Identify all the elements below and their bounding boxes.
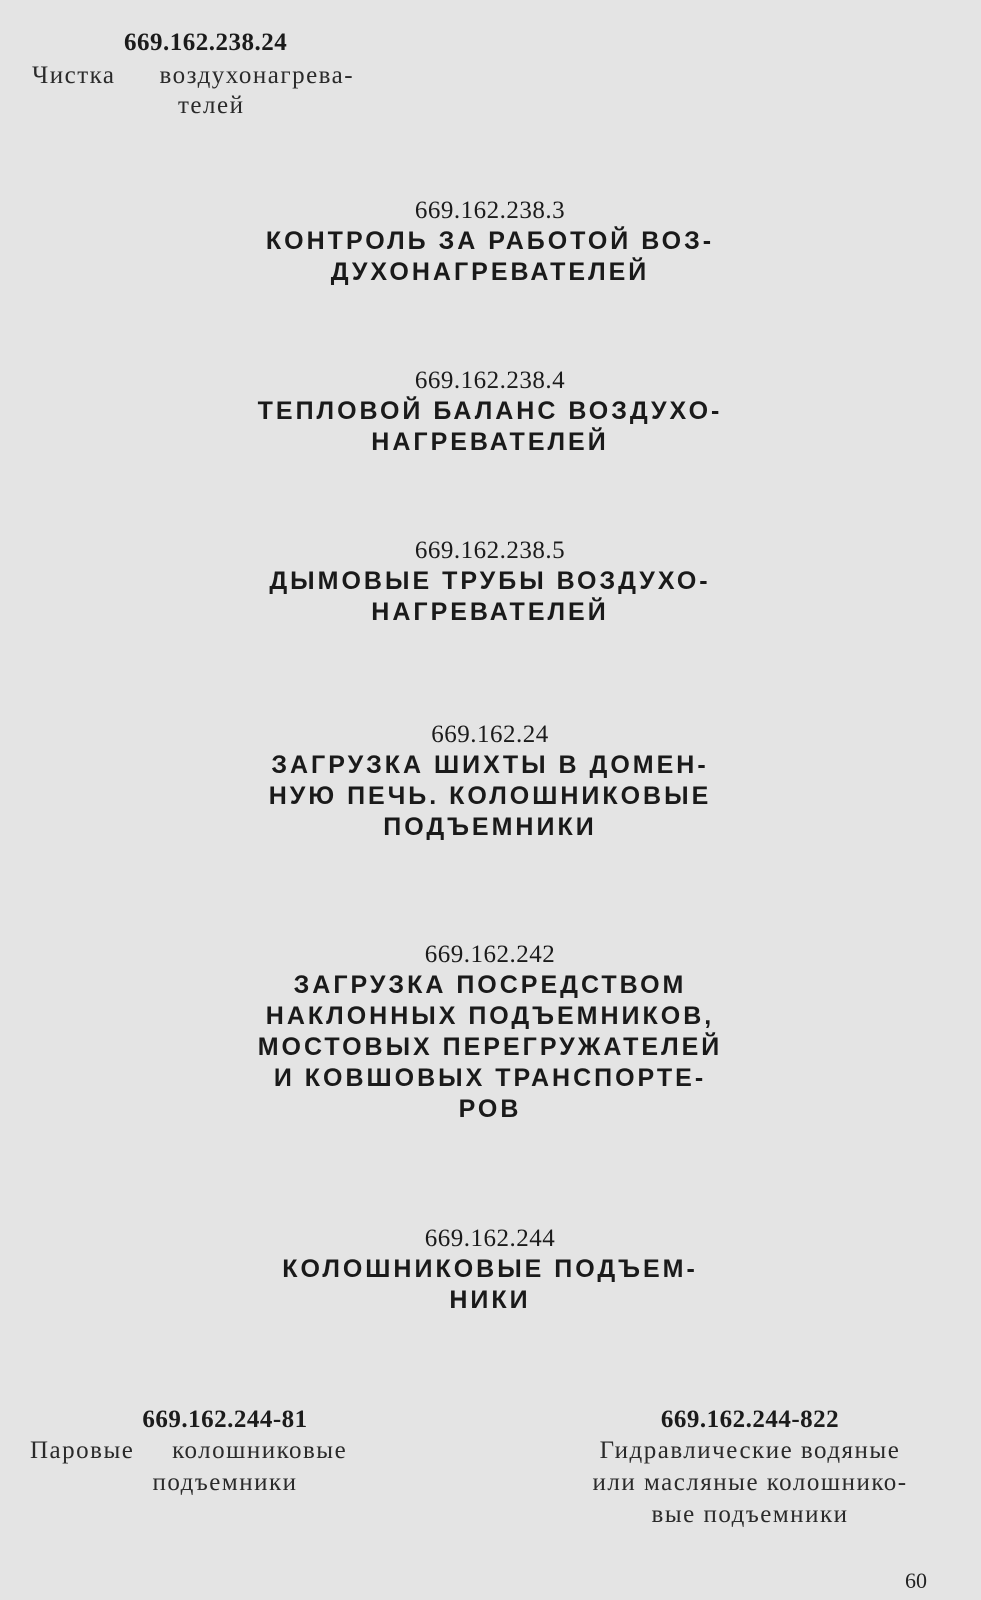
section-669-162-244 bbox=[200, 1224, 780, 1316]
section-code: 669.162.242 bbox=[424, 941, 556, 968]
entry-669-162-244-822 bbox=[555, 1405, 945, 1531]
heading-line: НАГРЕВАТЕЛЕЙ bbox=[371, 428, 609, 456]
section-heading bbox=[200, 226, 780, 288]
heading-line: КОНТРОЛЬ ЗА РАБОТОЙ ВОЗ- bbox=[265, 227, 715, 255]
entry-669-162-244-81 bbox=[30, 1405, 420, 1499]
heading-line: ДУХОНАГРЕВАТЕЛЕЙ bbox=[330, 258, 650, 286]
entry-title-line-1: Паровые колошниковые bbox=[30, 1437, 348, 1464]
entry-title-line-2: телей bbox=[178, 92, 245, 119]
entry-title-line-1 bbox=[32, 60, 354, 92]
section-669-162-238-3 bbox=[200, 196, 780, 288]
page-number: 60 bbox=[905, 1568, 927, 1593]
heading-line: ДЫМОВЫЕ ТРУБЫ ВОЗДУХО- bbox=[269, 567, 711, 595]
entry-title-line-2: подъемники bbox=[152, 1469, 298, 1496]
section-code: 669.162.244 bbox=[424, 1225, 556, 1252]
heading-line: И КОВШОВЫХ ТРАНСПОРТЕ- bbox=[273, 1064, 707, 1092]
heading-line: МОСТОВЫХ ПЕРЕГРУЖАТЕЛЕЙ bbox=[257, 1033, 723, 1061]
section-669-162-238-4 bbox=[200, 366, 780, 458]
section-code: 669.162.238.3 bbox=[414, 197, 566, 224]
entry-title-line-1: Гидравлические водяные bbox=[599, 1437, 901, 1464]
section-heading bbox=[200, 970, 780, 1125]
entry-title-word-1: Чистка bbox=[32, 62, 116, 89]
section-669-162-24 bbox=[200, 720, 780, 843]
heading-line: КОЛОШНИКОВЫЕ ПОДЪЕМ- bbox=[282, 1255, 698, 1283]
heading-line: НАКЛОННЫХ ПОДЪЕМНИКОВ, bbox=[265, 1002, 715, 1030]
entry-title-line-2: или масляные колошнико- bbox=[592, 1469, 908, 1496]
entry-code: 669.162.244-81 bbox=[142, 1406, 308, 1433]
heading-line: ЗАГРУЗКА ШИХТЫ В ДОМЕН- bbox=[271, 751, 709, 779]
heading-line: ЗАГРУЗКА ПОСРЕДСТВОМ bbox=[293, 971, 687, 999]
entry-title-line-3: вые подъемники bbox=[651, 1501, 849, 1528]
heading-line: НАГРЕВАТЕЛЕЙ bbox=[371, 598, 609, 626]
section-code: 669.162.24 bbox=[431, 721, 549, 748]
entry-code: 669.162.238.24 bbox=[124, 29, 288, 56]
entry-title-word-2: воздухонагрева- bbox=[159, 62, 355, 89]
heading-line: ТЕПЛОВОЙ БАЛАНС ВОЗДУХО- bbox=[257, 397, 723, 425]
section-heading bbox=[200, 396, 780, 458]
section-heading bbox=[200, 750, 780, 843]
section-669-162-238-5 bbox=[200, 536, 780, 628]
heading-line: НУЮ ПЕЧЬ. КОЛОШНИКОВЫЕ bbox=[268, 782, 712, 810]
entry-code: 669.162.244-822 bbox=[660, 1406, 840, 1433]
section-heading bbox=[200, 1254, 780, 1316]
section-heading bbox=[200, 566, 780, 628]
heading-line: НИКИ bbox=[449, 1286, 531, 1314]
section-669-162-242 bbox=[200, 940, 780, 1125]
section-code: 669.162.238.4 bbox=[414, 367, 566, 394]
heading-line: ПОДЪЕМНИКИ bbox=[383, 813, 597, 841]
heading-line: РОВ bbox=[458, 1095, 522, 1123]
section-code: 669.162.238.5 bbox=[414, 537, 566, 564]
